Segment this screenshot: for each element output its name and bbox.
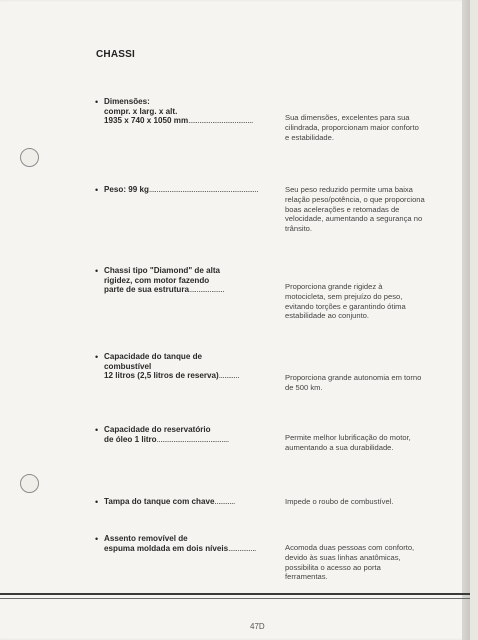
spec-label-text: espuma moldada em dois níveis <box>104 543 229 553</box>
spec-label <box>104 497 276 507</box>
dot-leader: ............... <box>228 543 256 553</box>
spec-label-text: 1935 x 740 x 1050 mm <box>104 116 189 126</box>
dot-leader: ....................................... <box>156 434 229 444</box>
bullet-icon: • <box>95 185 99 195</box>
footer-rule <box>0 598 470 599</box>
spec-benefit: Impede o roubo de combustível. <box>285 497 394 506</box>
spec-label-line: combustível <box>104 361 152 371</box>
spec-label-line: Assento removível de <box>104 534 188 543</box>
spec-label-line <box>104 285 276 295</box>
spec-label-text: 12 litros (2,5 litros de reserva) <box>104 371 219 381</box>
spec-label-line <box>104 371 276 381</box>
spec-label <box>104 534 276 553</box>
spec-label-line: Capacidade do reservatório <box>104 425 211 434</box>
dot-leader: ................................... <box>188 116 253 126</box>
spec-label <box>104 352 276 381</box>
spec-label <box>104 185 276 195</box>
spec-label-line: Capacidade do tanque de <box>104 352 203 361</box>
dot-leader: ........... <box>218 371 240 381</box>
spec-label-line: rigidez, com motor fazendo <box>104 275 210 285</box>
spec-label-line: Dimensões: <box>104 97 150 106</box>
dot-leader: ................... <box>189 285 225 295</box>
spec-label-line: Chassi tipo "Diamond" de alta <box>104 266 221 275</box>
page-number: 47D <box>250 622 265 631</box>
spec-label-line <box>104 544 276 554</box>
spec-benefit: Permite melhor lubrificação do motor, aumentando a sua durabilidade. <box>285 433 411 452</box>
section-title: CHASSI <box>96 49 135 60</box>
spec-benefit: Acomoda duas pessoas com conforto, devido às suas linhas anatômicas, possibilita o acesso ao porta ferramentas. <box>285 543 415 582</box>
spec-label-text: Peso: 99 kg <box>104 185 149 194</box>
spec-label <box>104 97 276 126</box>
spec-benefit: Proporciona grande autonomia em torno de 500 km. <box>285 373 422 392</box>
bullet-icon: • <box>95 534 99 544</box>
spec-label-line <box>104 116 276 126</box>
spec-benefit: Proporciona grande rigidez à motocicleta, sem prejuízo do peso, evitando torções e garantindo ótima estabilidade ao conjunto. <box>285 282 406 321</box>
spec-label-text: Tampa do tanque com chave <box>104 497 215 506</box>
bullet-icon: • <box>95 97 99 107</box>
spec-label <box>104 425 276 444</box>
footer-rule <box>0 593 470 595</box>
spec-label-line: compr. x larg. x alt. <box>104 106 178 116</box>
spec-label-text: de óleo 1 litro <box>104 434 157 444</box>
page-edge <box>462 0 470 640</box>
bullet-icon: • <box>95 425 99 435</box>
spec-benefit: Seu peso reduzido permite uma baixa relação peso/potência, o que proporciona boas acelerações e retomadas de velocidade, aumentando a segurança no trânsito. <box>285 185 425 234</box>
bullet-icon: • <box>95 266 99 276</box>
spec-label-line <box>104 435 276 445</box>
spec-benefit: Sua dimensões, excelentes para sua cilindrada, proporcionam maior conforto e estabilidade. <box>285 113 419 142</box>
bullet-icon: • <box>95 352 99 362</box>
spec-label-line <box>104 497 276 507</box>
spec-label <box>104 266 276 295</box>
spec-label-text: parte de sua estrutura <box>104 285 190 295</box>
dot-leader: ........... <box>214 497 235 506</box>
bullet-icon: • <box>95 497 99 507</box>
spec-label-line <box>104 185 276 195</box>
binder-hole-icon <box>20 474 39 493</box>
dot-leader: ........................................................... <box>149 185 259 194</box>
binder-hole-icon <box>20 148 39 167</box>
